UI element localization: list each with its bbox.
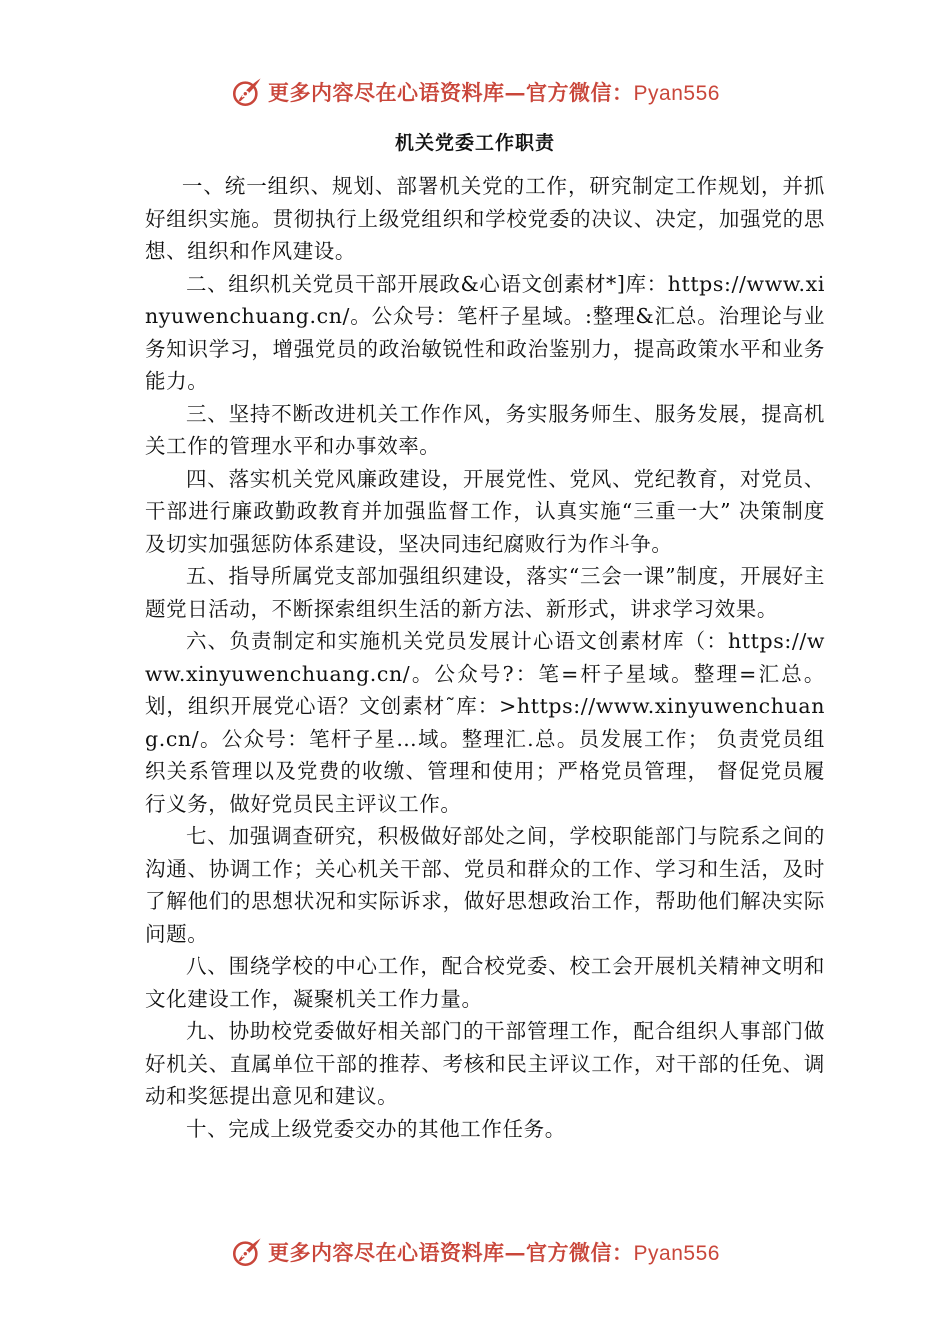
paragraph-2: 二、组织机关党员干部开展政&心语文创素材*]库：https://www.xinyuwenchuang.cn/。公众号：笔杆子星域。:整理&汇总。治理论与业务知识学习，增强党员的政治敏锐性和政治鉴别力，提高政策水平和业务能力。 bbox=[145, 271, 825, 393]
footer-banner-text bbox=[268, 1237, 720, 1267]
paragraph-4: 四、落实机关党风廉政建设，开展党性、党风、党纪教育，对党员、干部进行廉政勤政教育并加强监督工作，认真实施“三重一大” 决策制度及切实加强惩防体系建设，坚决同违纪腐败行为作斗争。 bbox=[145, 466, 825, 556]
paragraph-7: 七、加强调查研究，积极做好部处之间，学校职能部门与院系之间的沟通、协调工作；关心机关干部、党员和群众的工作、学习和生活，及时了解他们的思想状况和实际诉求，做好思想政治工作，帮助他们解决实际问题。 bbox=[145, 824, 825, 946]
footer-banner-label: 更多内容尽在心语资料库—官方微信： bbox=[268, 1240, 634, 1265]
paragraph-5: 五、指导所属党支部加强组织建设，落实“三会一课”制度，开展好主题党日活动，不断探索组织生活的新方法、新形式，讲求学习效果。 bbox=[145, 564, 825, 621]
quill-pen-logo-icon bbox=[230, 1235, 264, 1269]
paragraph-8: 八、围绕学校的中心工作，配合校党委、校工会开展机关精神文明和文化建设工作，凝聚机关工作力量。 bbox=[145, 954, 825, 1011]
paragraph-1: 一、统一组织、规划、部署机关党的工作，研究制定工作规划，并抓好组织实施。贯彻执行上级党组织和学校党委的决议、决定，加强党的思想、组织和作风建设。 bbox=[145, 174, 825, 263]
footer-banner-handle: Pyan556 bbox=[633, 1242, 720, 1265]
document-body bbox=[145, 170, 825, 1145]
paragraph-6: 六、负责制定和实施机关党员发展计心语文创素材库（：https://www.xinyuwenchuang.cn/。公众号?：笔=杆子星域。整理=汇总。划，组织开展党心语？文创素材˜库：>https://www.xinyuwenchuang.cn/。公众号：笔杆子星…域。整理汇.总。员发展工作； 负责党员组织关系管理以及党费的收缴、管理和使用；严格党员管理， 督促党员履行义务，做好党员民主评议工作。 bbox=[145, 629, 825, 816]
paragraph-3: 三、坚持不断改进机关工作作风，务实服务师生、服务发展，提高机关工作的管理水平和办事效率。 bbox=[145, 401, 825, 458]
paragraph-9: 九、协助校党委做好相关部门的干部管理工作，配合组织人事部门做好机关、直属单位干部的推荐、考核和民主评议工作，对干部的任免、调动和奖惩提出意见和建议。 bbox=[145, 1019, 825, 1108]
footer-banner bbox=[0, 1230, 950, 1274]
header-banner bbox=[0, 70, 950, 114]
header-banner-text bbox=[268, 77, 720, 107]
quill-pen-logo-icon bbox=[230, 75, 264, 109]
paragraph-10: 十、完成上级党委交办的其他工作任务。 bbox=[186, 1116, 566, 1141]
header-banner-label: 更多内容尽在心语资料库—官方微信： bbox=[268, 80, 634, 105]
page-title: 机关党委工作职责 bbox=[394, 132, 555, 154]
header-banner-handle: Pyan556 bbox=[633, 82, 720, 105]
